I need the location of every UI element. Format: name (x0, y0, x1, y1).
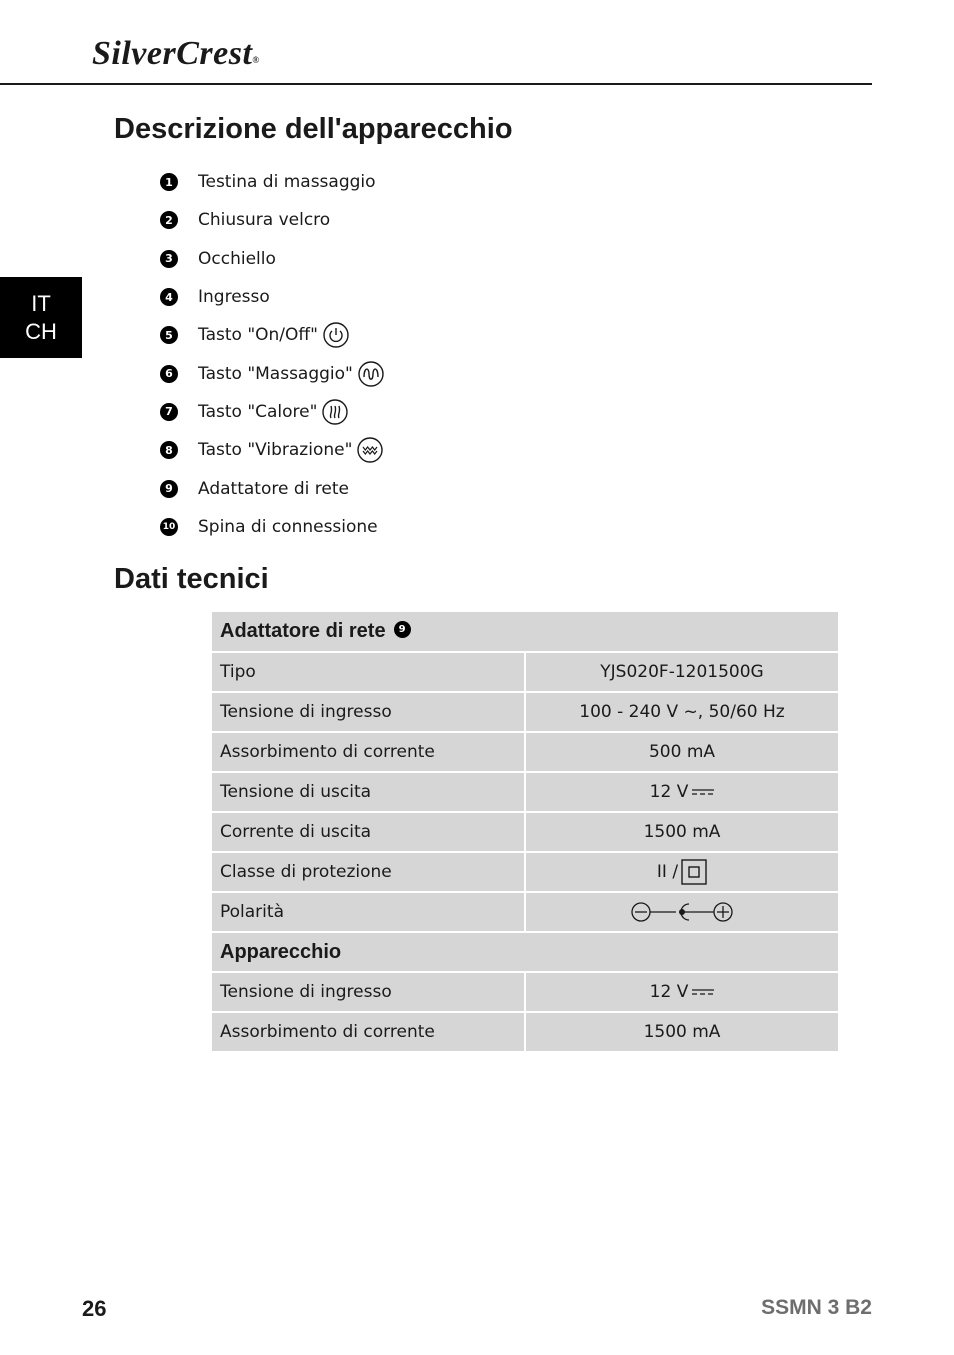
list-item: 3 Occhiello (160, 240, 384, 278)
model-number: SSMN 3 B2 (761, 1296, 872, 1319)
protection-class-ii-icon (681, 859, 707, 885)
number-badge: 9 (394, 621, 411, 638)
table-row: Tensione di ingresso 12 V (212, 972, 838, 1012)
table-row: Classe di protezione II / (212, 852, 838, 892)
number-badge: 3 (160, 250, 178, 268)
table-section-header: Adattatore di rete 9 (212, 612, 838, 652)
list-item: 5 Tasto "On/Off" (160, 316, 384, 354)
section-title-technical: Dati tecnici (114, 563, 269, 595)
massage-icon (358, 361, 384, 387)
section-title-description: Descrizione dell'apparecchio (114, 113, 513, 145)
list-item: 4 Ingresso (160, 278, 384, 316)
table-row: Corrente di uscita 1500 mA (212, 812, 838, 852)
table-row: Tensione di ingresso 100 - 240 V ~, 50/60 Hz (212, 692, 838, 732)
table-section-header: Apparecchio (212, 932, 838, 972)
list-item: 7 Tasto "Calore" (160, 393, 384, 431)
list-item: 6 Tasto "Massaggio" (160, 354, 384, 392)
list-item: 2 Chiusura velcro (160, 201, 384, 239)
number-badge: 4 (160, 288, 178, 306)
header-rule (0, 83, 872, 85)
list-item: 9 Adattatore di rete (160, 469, 384, 507)
number-badge: 5 (160, 326, 178, 344)
direct-current-icon (692, 787, 714, 797)
heat-icon (322, 399, 348, 425)
table-row: Assorbimento di corrente 1500 mA (212, 1012, 838, 1052)
polarity-icon (630, 900, 734, 924)
direct-current-icon (692, 987, 714, 997)
number-badge: 7 (160, 403, 178, 421)
parts-list (160, 163, 384, 546)
technical-data-table (212, 612, 838, 1053)
number-badge: 8 (160, 441, 178, 459)
page-number: 26 (82, 1296, 107, 1321)
number-badge: 10 (160, 518, 178, 536)
table-row: Tipo YJS020F-1201500G (212, 652, 838, 692)
language-tab-it: IT (31, 290, 51, 316)
table-row: Polarità (212, 892, 838, 932)
list-item: 8 Tasto "Vibrazione" (160, 431, 384, 469)
table-row: Assorbimento di corrente 500 mA (212, 732, 838, 772)
list-item: 10 Spina di connessione (160, 508, 384, 546)
language-tab (0, 277, 82, 358)
silvercrest-logo: SilverCrest® (92, 35, 260, 72)
vibration-icon (357, 437, 383, 463)
table-row: Tensione di uscita 12 V (212, 772, 838, 812)
language-tab-ch: CH (25, 318, 57, 344)
number-badge: 2 (160, 211, 178, 229)
number-badge: 1 (160, 173, 178, 191)
power-icon (323, 322, 349, 348)
number-badge: 6 (160, 365, 178, 383)
number-badge: 9 (160, 480, 178, 498)
list-item: 1 Testina di massaggio (160, 163, 384, 201)
